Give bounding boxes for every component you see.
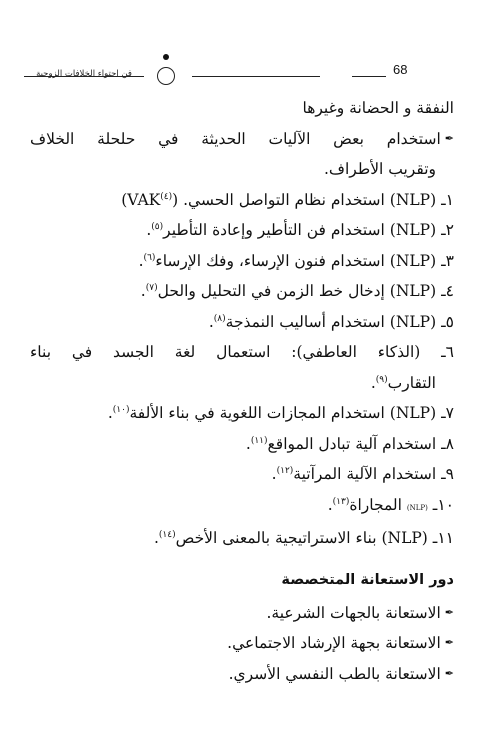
running-header bbox=[24, 54, 434, 84]
footnote-ref: (١٢) bbox=[276, 465, 294, 476]
list-item: ٣ـ (NLP) استخدام فنون الإرساء، وفك الإرساء$^{(٦)}$. bbox=[138, 251, 454, 270]
modern-tools-paragraph-line1 bbox=[30, 124, 454, 155]
footnote-ref: (٦) bbox=[143, 252, 156, 263]
bullet-item bbox=[30, 628, 454, 659]
list-item: ٩ـ استخدام الآلية المرآتية$^{(١٢)}$. bbox=[271, 465, 454, 483]
item-number: ١١ـ bbox=[432, 529, 454, 547]
modern-tools-paragraph-line2 bbox=[30, 154, 454, 185]
list-item: ٥ـ (NLP) استخدام أساليب النمذجة$^{(٨)}$. bbox=[208, 312, 454, 331]
pen-bullet-icon: ✒ bbox=[444, 666, 454, 680]
bullet-item bbox=[30, 598, 454, 629]
list-item bbox=[30, 185, 454, 216]
footnote-ref: (٥) bbox=[151, 221, 164, 232]
item-number: ٩ـ bbox=[441, 465, 454, 483]
item-text: (NLP) استخدام نظام التواصل الحسي bbox=[188, 190, 437, 209]
header-rule-right bbox=[352, 76, 386, 77]
item-number: ٧ـ bbox=[441, 404, 454, 422]
bullet-text: الاستعانة بالجهات الشرعية. bbox=[266, 603, 441, 622]
item-text: (NLP) استخدام فنون الإرساء، وفك الإرساء bbox=[155, 251, 437, 270]
item-number: ٣ـ bbox=[441, 251, 454, 270]
list-item: ٤ـ (NLP) إدخال خط الزمن في التحليل والحل$^{(٧)}$. bbox=[140, 282, 454, 300]
section-title: دور الاستعانة المتخصصة bbox=[281, 571, 454, 588]
modern-tools-text-2: وتقريب الأطراف. bbox=[324, 160, 436, 178]
footnote-ref: (١٣) bbox=[332, 496, 350, 507]
item-number: ١٠ـ bbox=[432, 495, 454, 514]
list-item: ٨ـ استخدام آلية تبادل المواقع$^{(١١)}$. bbox=[245, 434, 454, 453]
footnote-ref: (١٤) bbox=[158, 529, 176, 540]
pen-bullet-icon: ✒ bbox=[444, 131, 454, 145]
item-text: (NLP) استخدام أساليب النمذجة bbox=[225, 312, 437, 331]
footnote-ref: (٨) bbox=[213, 313, 226, 324]
list-item: ٧ـ (NLP) استخدام المجازات اللغوية في بناء الألفة$^{(١٠)}$. bbox=[107, 404, 454, 422]
item-number: ١ـ bbox=[441, 190, 454, 209]
item-text: استخدام آلية تبادل المواقع bbox=[267, 434, 437, 453]
intro-text: النفقة و الحضانة وغيرها bbox=[302, 99, 454, 117]
item-number: ٨ـ bbox=[441, 434, 454, 453]
item-text: (NLP) بناء الاستراتيجية بالمعنى الأخص bbox=[175, 529, 428, 547]
item-text: (NLP) إدخال خط الزمن في التحليل والحل bbox=[157, 282, 437, 300]
modern-tools-text-1: استخدام بعض الآليات الحديثة في حلحلة الخلاف bbox=[30, 129, 441, 148]
item-number: ٦ـ bbox=[441, 343, 454, 361]
list-item bbox=[30, 337, 454, 368]
item-text: (الذكاء العاطفي): استعمال لغة الجسد في بناء bbox=[30, 343, 421, 361]
footnote-ref: (١٠) bbox=[112, 404, 130, 415]
nlp-tag: (NLP) bbox=[406, 503, 428, 512]
item-text: (NLP) استخدام المجازات اللغوية في بناء الألفة bbox=[129, 404, 437, 422]
bullet-item bbox=[30, 659, 454, 690]
item-text: (NLP) استخدام فن التأطير وإعادة التأطير bbox=[163, 221, 437, 239]
header-rule-middle bbox=[192, 76, 320, 77]
page-body bbox=[30, 93, 454, 689]
header-ornament-circle bbox=[157, 67, 175, 85]
item-number: ٢ـ bbox=[441, 221, 454, 239]
pen-bullet-icon: ✒ bbox=[444, 605, 454, 619]
item-text: استخدام الآلية المرآتية bbox=[293, 465, 437, 483]
footnote-ref: (٩) bbox=[375, 374, 388, 385]
item-text-continued: التقارب bbox=[387, 373, 436, 392]
bullet-text: الاستعانة بجهة الإرشاد الاجتماعي. bbox=[227, 634, 441, 652]
running-title: فن احتواء الخلافات الزوجية bbox=[36, 69, 132, 79]
item-number: ٥ـ bbox=[441, 312, 454, 331]
item-number: ٤ـ bbox=[441, 282, 454, 300]
item-text: المجاراة bbox=[349, 495, 402, 514]
intro-line bbox=[30, 93, 454, 124]
list-item: ٢ـ (NLP) استخدام فن التأطير وإعادة التأطير$^{(٥)}$. bbox=[146, 221, 454, 239]
pen-bullet-icon: ✒ bbox=[444, 636, 454, 649]
page-number: 68 bbox=[393, 62, 408, 77]
list-item: ١١ـ (NLP) بناء الاستراتيجية بالمعنى الأخص$^{(١٤)}$. bbox=[153, 529, 454, 547]
list-item: ١٠ـ (NLP) المجاراة$^{(١٣)}$. bbox=[327, 495, 454, 514]
header-ornament-dot bbox=[163, 54, 169, 60]
item-vak: (VAK$^{(٤)}$) . bbox=[121, 190, 188, 209]
footnote-ref: (١١) bbox=[250, 435, 268, 446]
footnote-ref: (٧) bbox=[145, 282, 158, 293]
list-item-continuation: التقارب$^{(٩)}$. bbox=[370, 373, 436, 392]
bullet-text: الاستعانة بالطب النفسي الأسري. bbox=[228, 664, 441, 683]
